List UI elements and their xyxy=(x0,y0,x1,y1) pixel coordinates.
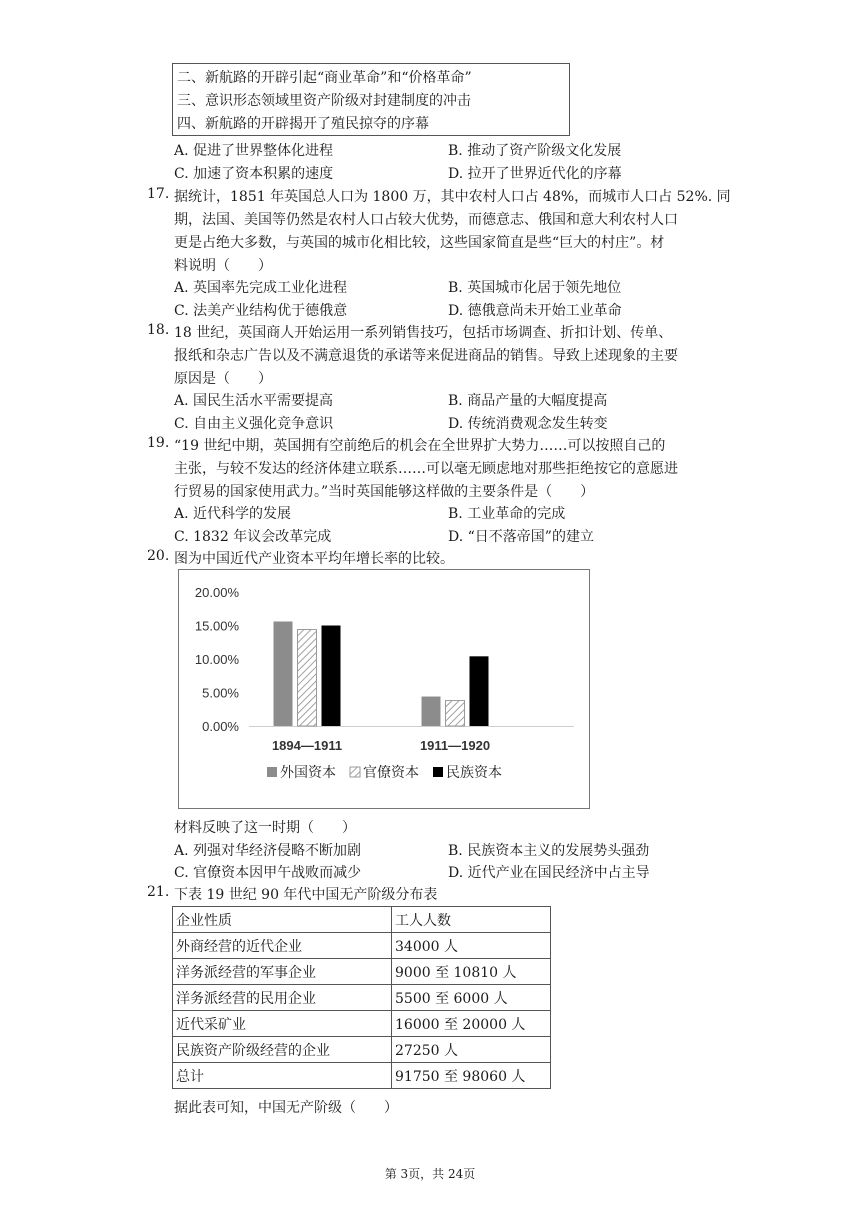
q20-number: 20. xyxy=(147,548,170,564)
q19-stem-line: 主张，与较不发达的经济体建立联系……可以毫无顾虑地对那些拒绝按它的意愿进 xyxy=(174,461,678,477)
x-tick-label: 1911—1920 xyxy=(419,738,491,753)
q21-stem: 下表 19 世纪 90 年代中国无产阶级分布表 xyxy=(174,887,438,903)
q17-stem-line: 更是占绝大多数，与英国的城市化相比较，这些国家简直是些“巨大的村庄”。材 xyxy=(174,235,665,251)
q18-stem-line: 原因是（ ） xyxy=(174,371,272,387)
table-cell: 16000 至 20000 人 xyxy=(392,1011,551,1037)
q21-after: 据此表可知，中国无产阶级（ ） xyxy=(174,1100,398,1116)
q18-option-b: B. 商品产量的大幅度提高 xyxy=(448,393,608,409)
table-cell: 9000 至 10810 人 xyxy=(392,959,551,985)
q17-stem-line: 料说明（ ） xyxy=(174,258,272,274)
bar xyxy=(274,621,293,726)
q18-option-d: D. 传统消费观念发生转变 xyxy=(448,416,608,432)
q20-after: 材料反映了这一时期（ ） xyxy=(174,820,356,836)
q20-option-c: C. 官僚资本因甲午战败而减少 xyxy=(174,865,362,881)
q18-option-a: A. 国民生活水平需要提高 xyxy=(174,393,334,409)
q17-option-c: C. 法美产业结构优于德俄意 xyxy=(174,303,348,319)
q21-number: 21. xyxy=(147,884,170,900)
table-cell: 民族资产阶级经营的企业 xyxy=(173,1037,392,1063)
box-line: 三、意识形态领域里资产阶级对封建制度的冲击 xyxy=(177,93,471,109)
bar xyxy=(470,656,489,726)
q19-stem-line: 行贸易的国家使用武力。”当时英国能够这样做的主要条件是（ ） xyxy=(174,484,595,500)
q19-stem-line: “19 世纪中期，英国拥有空前绝后的机会在全世界扩大势力……可以按照自己的 xyxy=(174,438,666,454)
bar xyxy=(446,701,465,726)
q16-option-b: B. 推动了资产阶级文化发展 xyxy=(448,143,622,159)
q18-stem-line: 报纸和杂志广告以及不满意退货的承诺等来促进商品的销售。导致上述现象的主要 xyxy=(174,348,678,364)
table-row xyxy=(173,933,551,959)
y-tick-label: 5.00% xyxy=(202,685,239,701)
box-line: 二、新航路的开辟引起“商业革命”和“价格革命” xyxy=(177,70,472,86)
q16-option-d: D. 拉开了世界近代化的序幕 xyxy=(448,166,622,182)
q17-option-b: B. 英国城市化居于领先地位 xyxy=(448,280,622,296)
table-cell: 5500 至 6000 人 xyxy=(392,985,551,1011)
legend-label: 外国资本 xyxy=(280,765,336,781)
q19-option-b: B. 工业革命的完成 xyxy=(448,506,566,522)
y-tick-label: 20.00% xyxy=(194,585,239,600)
table-cell: 洋务派经营的民用企业 xyxy=(173,985,392,1011)
legend-label: 民族资本 xyxy=(446,765,502,781)
x-tick-label: 1894—1911 xyxy=(271,738,343,753)
table-row xyxy=(173,985,551,1011)
y-tick-label: 0.00% xyxy=(202,719,239,734)
q17-option-a: A. 英国率先完成工业化进程 xyxy=(174,280,348,296)
q18-number: 18. xyxy=(147,322,170,338)
q19-option-a: A. 近代科学的发展 xyxy=(174,506,292,522)
q16-option-a: A. 促进了世界整体化进程 xyxy=(174,143,334,159)
chart-svg xyxy=(179,570,589,808)
table-cell: 34000 人 xyxy=(392,933,551,959)
bar xyxy=(298,630,317,726)
table-cell: 总计 xyxy=(173,1063,392,1089)
growth-rate-chart xyxy=(178,569,590,809)
q19-option-c: C. 1832 年议会改革完成 xyxy=(174,529,332,545)
q19-option-d: D. “日不落帝国”的建立 xyxy=(448,529,594,545)
table-cell: 27250 人 xyxy=(392,1037,551,1063)
q19-number: 19. xyxy=(147,435,170,451)
q18-stem-line: 18 世纪，英国商人开始运用一系列销售技巧，包括市场调查、折扣计划、传单、 xyxy=(174,325,673,341)
table-cell: 洋务派经营的军事企业 xyxy=(173,959,392,985)
q18-option-c: C. 自由主义强化竞争意识 xyxy=(174,416,334,432)
bar xyxy=(422,697,441,726)
table-row xyxy=(173,1011,551,1037)
q20-option-a: A. 列强对华经济侵略不断加剧 xyxy=(174,843,362,859)
y-tick-label: 10.00% xyxy=(194,652,239,667)
table-header-cell: 工人人数 xyxy=(392,907,551,933)
legend-swatch xyxy=(350,767,360,777)
legend-swatch xyxy=(433,767,443,777)
bar xyxy=(322,626,341,727)
table-header-cell: 企业性质 xyxy=(173,907,392,933)
box-line: 四、新航路的开辟揭开了殖民掠夺的序幕 xyxy=(177,116,429,132)
page-footer: 第 3页，共 24页 xyxy=(384,1167,476,1181)
table-row xyxy=(173,959,551,985)
legend-swatch xyxy=(267,767,277,777)
q16-option-c: C. 加速了资本积累的速度 xyxy=(174,166,334,182)
material-box xyxy=(172,63,570,136)
table-header-row xyxy=(173,907,551,933)
q20-stem: 图为中国近代产业资本平均年增长率的比较。 xyxy=(174,551,454,567)
q17-number: 17. xyxy=(147,186,170,202)
table-cell: 外商经营的近代企业 xyxy=(173,933,392,959)
q17-stem-line: 据统计，1851 年英国总人口为 1800 万，其中农村人口占 48%，而城市人口占 52%. 同 xyxy=(174,189,731,205)
table-row xyxy=(173,1063,551,1089)
table-row xyxy=(173,1037,551,1063)
q20-option-d: D. 近代产业在国民经济中占主导 xyxy=(448,865,650,881)
q20-option-b: B. 民族资本主义的发展势头强劲 xyxy=(448,843,650,859)
table-cell: 近代采矿业 xyxy=(173,1011,392,1037)
table-cell: 91750 至 98060 人 xyxy=(392,1063,551,1089)
y-tick-label: 15.00% xyxy=(194,618,239,634)
q17-option-d: D. 德俄意尚未开始工业革命 xyxy=(448,303,622,319)
legend-label: 官僚资本 xyxy=(363,765,419,781)
proletariat-table xyxy=(172,906,551,1089)
q17-stem-line: 期，法国、美国等仍然是农村人口占较大优势，而德意志、俄国和意大利农村人口 xyxy=(174,212,678,228)
